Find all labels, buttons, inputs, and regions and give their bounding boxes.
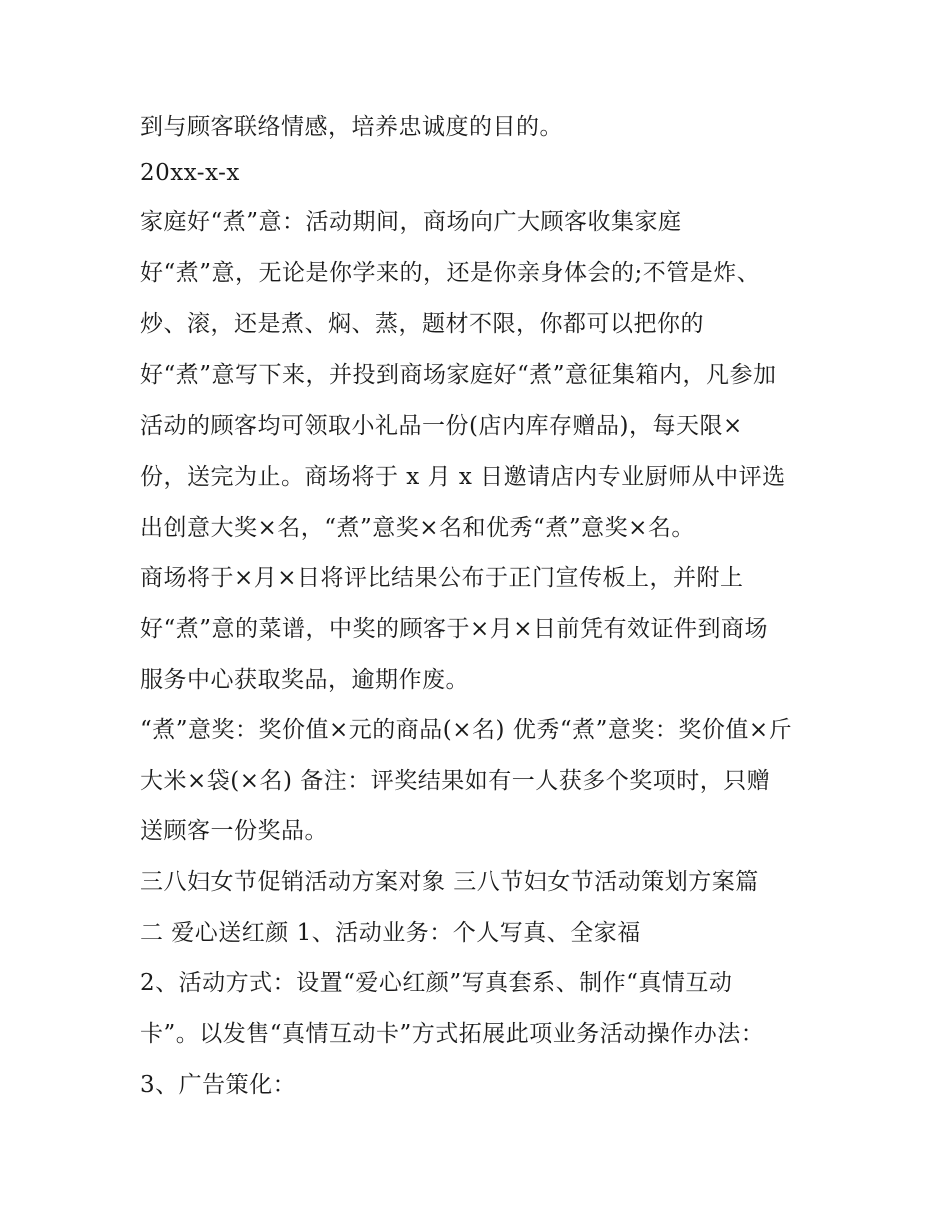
text-line: 家庭好“煮”意：活动期间，商场向广大顾客收集家庭 [140,209,682,235]
text-line: 二 爱心送红颜 1、活动业务：个人写真、全家福 [140,920,641,946]
text-line: 商场将于×月×日将评比结果公布于正门宣传板上，并附上 [140,565,744,591]
text-line: 好“煮”意，无论是你学来的，还是你亲身体会的;不管是炸、 [140,260,761,286]
text-line: 卡”。以发售“真情互动卡”方式拓展此项业务活动操作办法： [140,1021,765,1047]
text-line: “煮”意奖：奖价值×元的商品(×名) 优秀“煮”意奖：奖价值×斤 [140,717,793,743]
text-line: 好“煮”意的菜谱，中奖的顾客于×月×日前凭有效证件到商场 [140,616,769,642]
text-line: 2、活动方式：设置“爱心红颜”写真套系、制作“真情互动 [140,970,733,996]
text-line: 出创意大奖×名，“煮”意奖×名和优秀“煮”意奖×名。 [140,515,695,541]
text-line: 活动的顾客均可领取小礼品一份(店内库存赠品)，每天限× [140,413,743,439]
text-line: 好“煮”意写下来，并投到商场家庭好“煮”意征集箱内，凡参加 [140,362,777,388]
text-line: 到与顾客联络情感，培养忠诚度的目的。 [140,114,563,140]
text-line: 三八妇女节促销活动方案对象 三八节妇女节活动策划方案篇 [140,869,759,895]
text-line: 送顾客一份奖品。 [140,818,328,844]
text-line: 3、广告策化： [140,1072,297,1098]
date-line: 20xx-x-x [140,160,240,186]
text-line: 大米×袋(×名) 备注：评奖结果如有一人获多个奖项时，只赠 [140,768,771,794]
text-line: 份，送完为止。商场将于 x 月 x 日邀请店内专业厨师从中评选 [140,464,786,490]
text-line: 服务中心获取奖品，逾期作废。 [140,667,469,693]
text-line: 炒、滚，还是煮、焖、蒸，题材不限，你都可以把你的 [140,311,704,337]
